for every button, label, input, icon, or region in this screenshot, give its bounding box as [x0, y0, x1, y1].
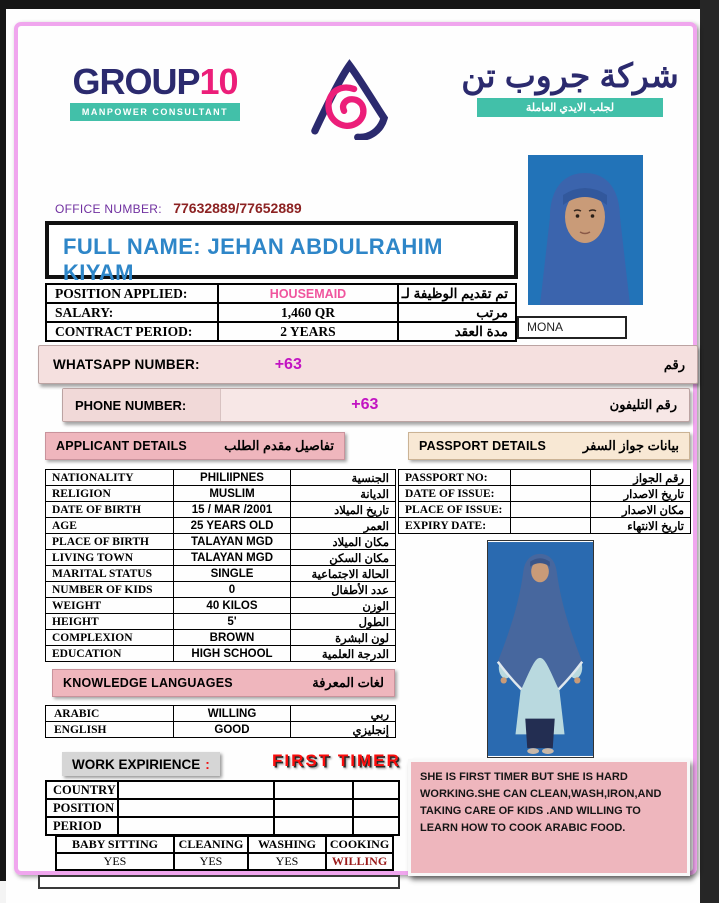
whatsapp-number-bar [38, 345, 698, 384]
table-row [46, 817, 399, 835]
field-label: POSITION APPLIED: [46, 284, 218, 303]
table-row [46, 799, 399, 817]
table-row [46, 502, 396, 518]
field-value-empty [511, 470, 591, 486]
droplet-logo-icon [302, 58, 397, 140]
field-label: HEIGHT [46, 614, 174, 630]
table-row [56, 836, 393, 853]
logo-wordmark [70, 61, 240, 102]
field-label-arabic: الوزن [291, 598, 396, 614]
field-value: TALAYAN MGD [174, 550, 291, 566]
field-label-arabic: تاريخ الاصدار [591, 486, 691, 502]
field-label: RELIGION [46, 486, 174, 502]
table-row [46, 486, 396, 502]
field-label-arabic: لون البشرة [291, 630, 396, 646]
passport-details-table [398, 469, 691, 534]
table-row [46, 722, 396, 738]
whatsapp-value: +63 [274, 355, 302, 373]
table-row [399, 470, 691, 486]
field-label: COMPLEXION [46, 630, 174, 646]
field-label: MARITAL STATUS [46, 566, 174, 582]
field-label: NATIONALITY [46, 470, 174, 486]
field-value-empty [511, 486, 591, 502]
field-label-arabic: الجنسية [291, 470, 396, 486]
section-title-arabic: بيانات جواز السفر [582, 438, 679, 453]
applicant-details-table [45, 469, 396, 662]
field-value: TALAYAN MGD [174, 534, 291, 550]
language-table [45, 705, 396, 738]
field-label: AGE [46, 518, 174, 534]
table-row [46, 582, 396, 598]
field-label-arabic: تاريخ الانتهاء [591, 518, 691, 534]
field-label: EDUCATION [46, 646, 174, 662]
field-label-arabic: الحالة الاجتماعية [291, 566, 396, 582]
field-value-empty [511, 518, 591, 534]
skill-header: CLEANING [174, 836, 248, 853]
table-row [399, 486, 691, 502]
field-value: MUSLIM [174, 486, 291, 502]
whatsapp-label-arabic: رقم [663, 356, 685, 372]
field-label-arabic: مكان الاصدار [591, 502, 691, 518]
field-label: CONTRACT PERIOD: [46, 322, 218, 341]
skill-value: YES [56, 853, 174, 870]
office-number-value: 77632889/77652889 [173, 200, 302, 216]
table-row [46, 303, 516, 322]
table-row [56, 853, 393, 870]
passport-details-header [408, 432, 690, 460]
empty-cell [118, 781, 274, 799]
office-number-label: OFFICE NUMBER: [55, 202, 162, 216]
applicant-headshot-photo [528, 155, 643, 305]
applicant-details-header [45, 432, 345, 460]
field-value: 25 YEARS OLD [174, 518, 291, 534]
empty-cell [274, 781, 353, 799]
table-row [46, 470, 396, 486]
empty-cell [274, 799, 353, 817]
table-row [46, 706, 396, 722]
company-tagline-arabic: لجلب الايدي العاملة [477, 98, 663, 117]
field-label-arabic: مرتب [398, 303, 516, 322]
field-value: 40 KILOS [174, 598, 291, 614]
field-label: NUMBER OF KIDS [46, 582, 174, 598]
table-row [46, 566, 396, 582]
field-value: 15 / MAR /2001 [174, 502, 291, 518]
whatsapp-label: WHATSAPP NUMBER: [53, 357, 200, 372]
knowledge-languages-header [52, 669, 395, 697]
full-name-box: FULL NAME: JEHAN ABDULRAHIM KIYAM [45, 221, 518, 279]
table-row [399, 502, 691, 518]
logo-tagline: MANPOWER CONSULTANT [70, 103, 240, 121]
skill-header: WASHING [248, 836, 326, 853]
field-label: ENGLISH [46, 722, 174, 738]
work-experience-colon: : [205, 756, 210, 772]
skill-value: YES [248, 853, 326, 870]
field-label: PLACE OF BIRTH [46, 534, 174, 550]
photo-caption-box: MONA [517, 316, 627, 339]
bottom-empty-field [38, 875, 400, 889]
phone-value: +63 [351, 396, 379, 413]
field-label: COUNTRY [46, 781, 118, 799]
work-experience-table [45, 780, 400, 836]
field-value: 2 YEARS [218, 322, 398, 341]
empty-cell [353, 799, 399, 817]
logo-word-group: GROUP [72, 61, 200, 102]
field-value-empty [511, 502, 591, 518]
right-border-strip [700, 0, 719, 903]
field-label: SALARY: [46, 303, 218, 322]
field-value: PHILIIPNES [174, 470, 291, 486]
first-timer-status: FIRST TIMER [272, 751, 401, 770]
empty-cell [353, 817, 399, 835]
work-experience-label [62, 752, 220, 776]
field-label-arabic: الدرجة العلمية [291, 646, 396, 662]
field-label-arabic: عدد الأطفال [291, 582, 396, 598]
section-title-arabic: لغات المعرفة [312, 675, 384, 690]
field-label-arabic: تاريخ الميلاد [291, 502, 396, 518]
skill-value: YES [174, 853, 248, 870]
field-label: POSITION [46, 799, 118, 817]
field-label-arabic: العمر [291, 518, 396, 534]
field-value: 1,460 QR [218, 303, 398, 322]
field-label: LIVING TOWN [46, 550, 174, 566]
section-title-arabic: تفاصيل مقدم الطلب [224, 438, 334, 453]
field-label-arabic: الطول [291, 614, 396, 630]
field-label: DATE OF BIRTH [46, 502, 174, 518]
field-value: GOOD [174, 722, 291, 738]
field-label: PLACE OF ISSUE: [399, 502, 511, 518]
company-name-arabic: شركة جروب تن [461, 57, 679, 94]
section-title: APPLICANT DETAILS [56, 439, 187, 453]
table-row [46, 534, 396, 550]
field-label-arabic: رقم الجواز [591, 470, 691, 486]
field-value: WILLING [174, 706, 291, 722]
skills-table [55, 835, 394, 871]
empty-cell [118, 817, 274, 835]
field-value: 0 [174, 582, 291, 598]
table-row [46, 518, 396, 534]
phone-label-arabic: رقم التليفون [609, 397, 677, 412]
table-row [46, 630, 396, 646]
skill-header: COOKING [326, 836, 393, 853]
empty-cell [353, 781, 399, 799]
table-row [46, 322, 516, 341]
field-label-arabic: الديانة [291, 486, 396, 502]
skill-header: BABY SITTING [56, 836, 174, 853]
group10-logo [70, 61, 240, 121]
field-label: PASSPORT NO: [399, 470, 511, 486]
field-value: HOUSEMAID [218, 284, 398, 303]
field-value: 5' [174, 614, 291, 630]
field-label: PERIOD [46, 817, 118, 835]
empty-cell [274, 817, 353, 835]
field-value: HIGH SCHOOL [174, 646, 291, 662]
section-title: KNOWLEDGE LANGUAGES [63, 676, 233, 690]
table-row [46, 550, 396, 566]
field-label: ARABIC [46, 706, 174, 722]
table-row [46, 284, 516, 303]
office-number-line [55, 200, 302, 216]
applicant-note-box: SHE IS FIRST TIMER BUT SHE IS HARD WORKING.SHE CAN CLEAN,WASH,IRON,AND TAKING CARE OF KIDS .AND WILLING TO LEARN HOW TO COOK ARABIC FOOD. [408, 759, 690, 876]
table-row [46, 781, 399, 799]
field-label-arabic: مكان الميلاد [291, 534, 396, 550]
field-label: WEIGHT [46, 598, 174, 614]
table-row [46, 614, 396, 630]
skill-value: WILLING [326, 853, 393, 870]
empty-cell [118, 799, 274, 817]
field-label-arabic: إنجليزي [291, 722, 396, 738]
field-value: SINGLE [174, 566, 291, 582]
table-row [46, 598, 396, 614]
section-title: PASSPORT DETAILS [419, 439, 547, 453]
field-label: DATE OF ISSUE: [399, 486, 511, 502]
field-label-arabic: مكان السكن [291, 550, 396, 566]
field-label-arabic: تم تقديم الوظيفة لـ [398, 284, 516, 303]
applicant-fullbody-photo [487, 540, 594, 758]
table-row [46, 646, 396, 662]
position-table [45, 283, 517, 342]
work-experience-text: WORK EXPIRIENCE [72, 756, 201, 772]
field-value: BROWN [174, 630, 291, 646]
top-border-strip [0, 0, 719, 9]
table-row [399, 518, 691, 534]
field-label-arabic: مدة العقد [398, 322, 516, 341]
company-name-arabic-block [448, 56, 692, 117]
phone-label: PHONE NUMBER: [63, 389, 221, 421]
phone-number-bar [62, 388, 690, 422]
logo-word-ten: 10 [199, 61, 238, 102]
field-label: EXPIRY DATE: [399, 518, 511, 534]
field-label-arabic: ربي [291, 706, 396, 722]
